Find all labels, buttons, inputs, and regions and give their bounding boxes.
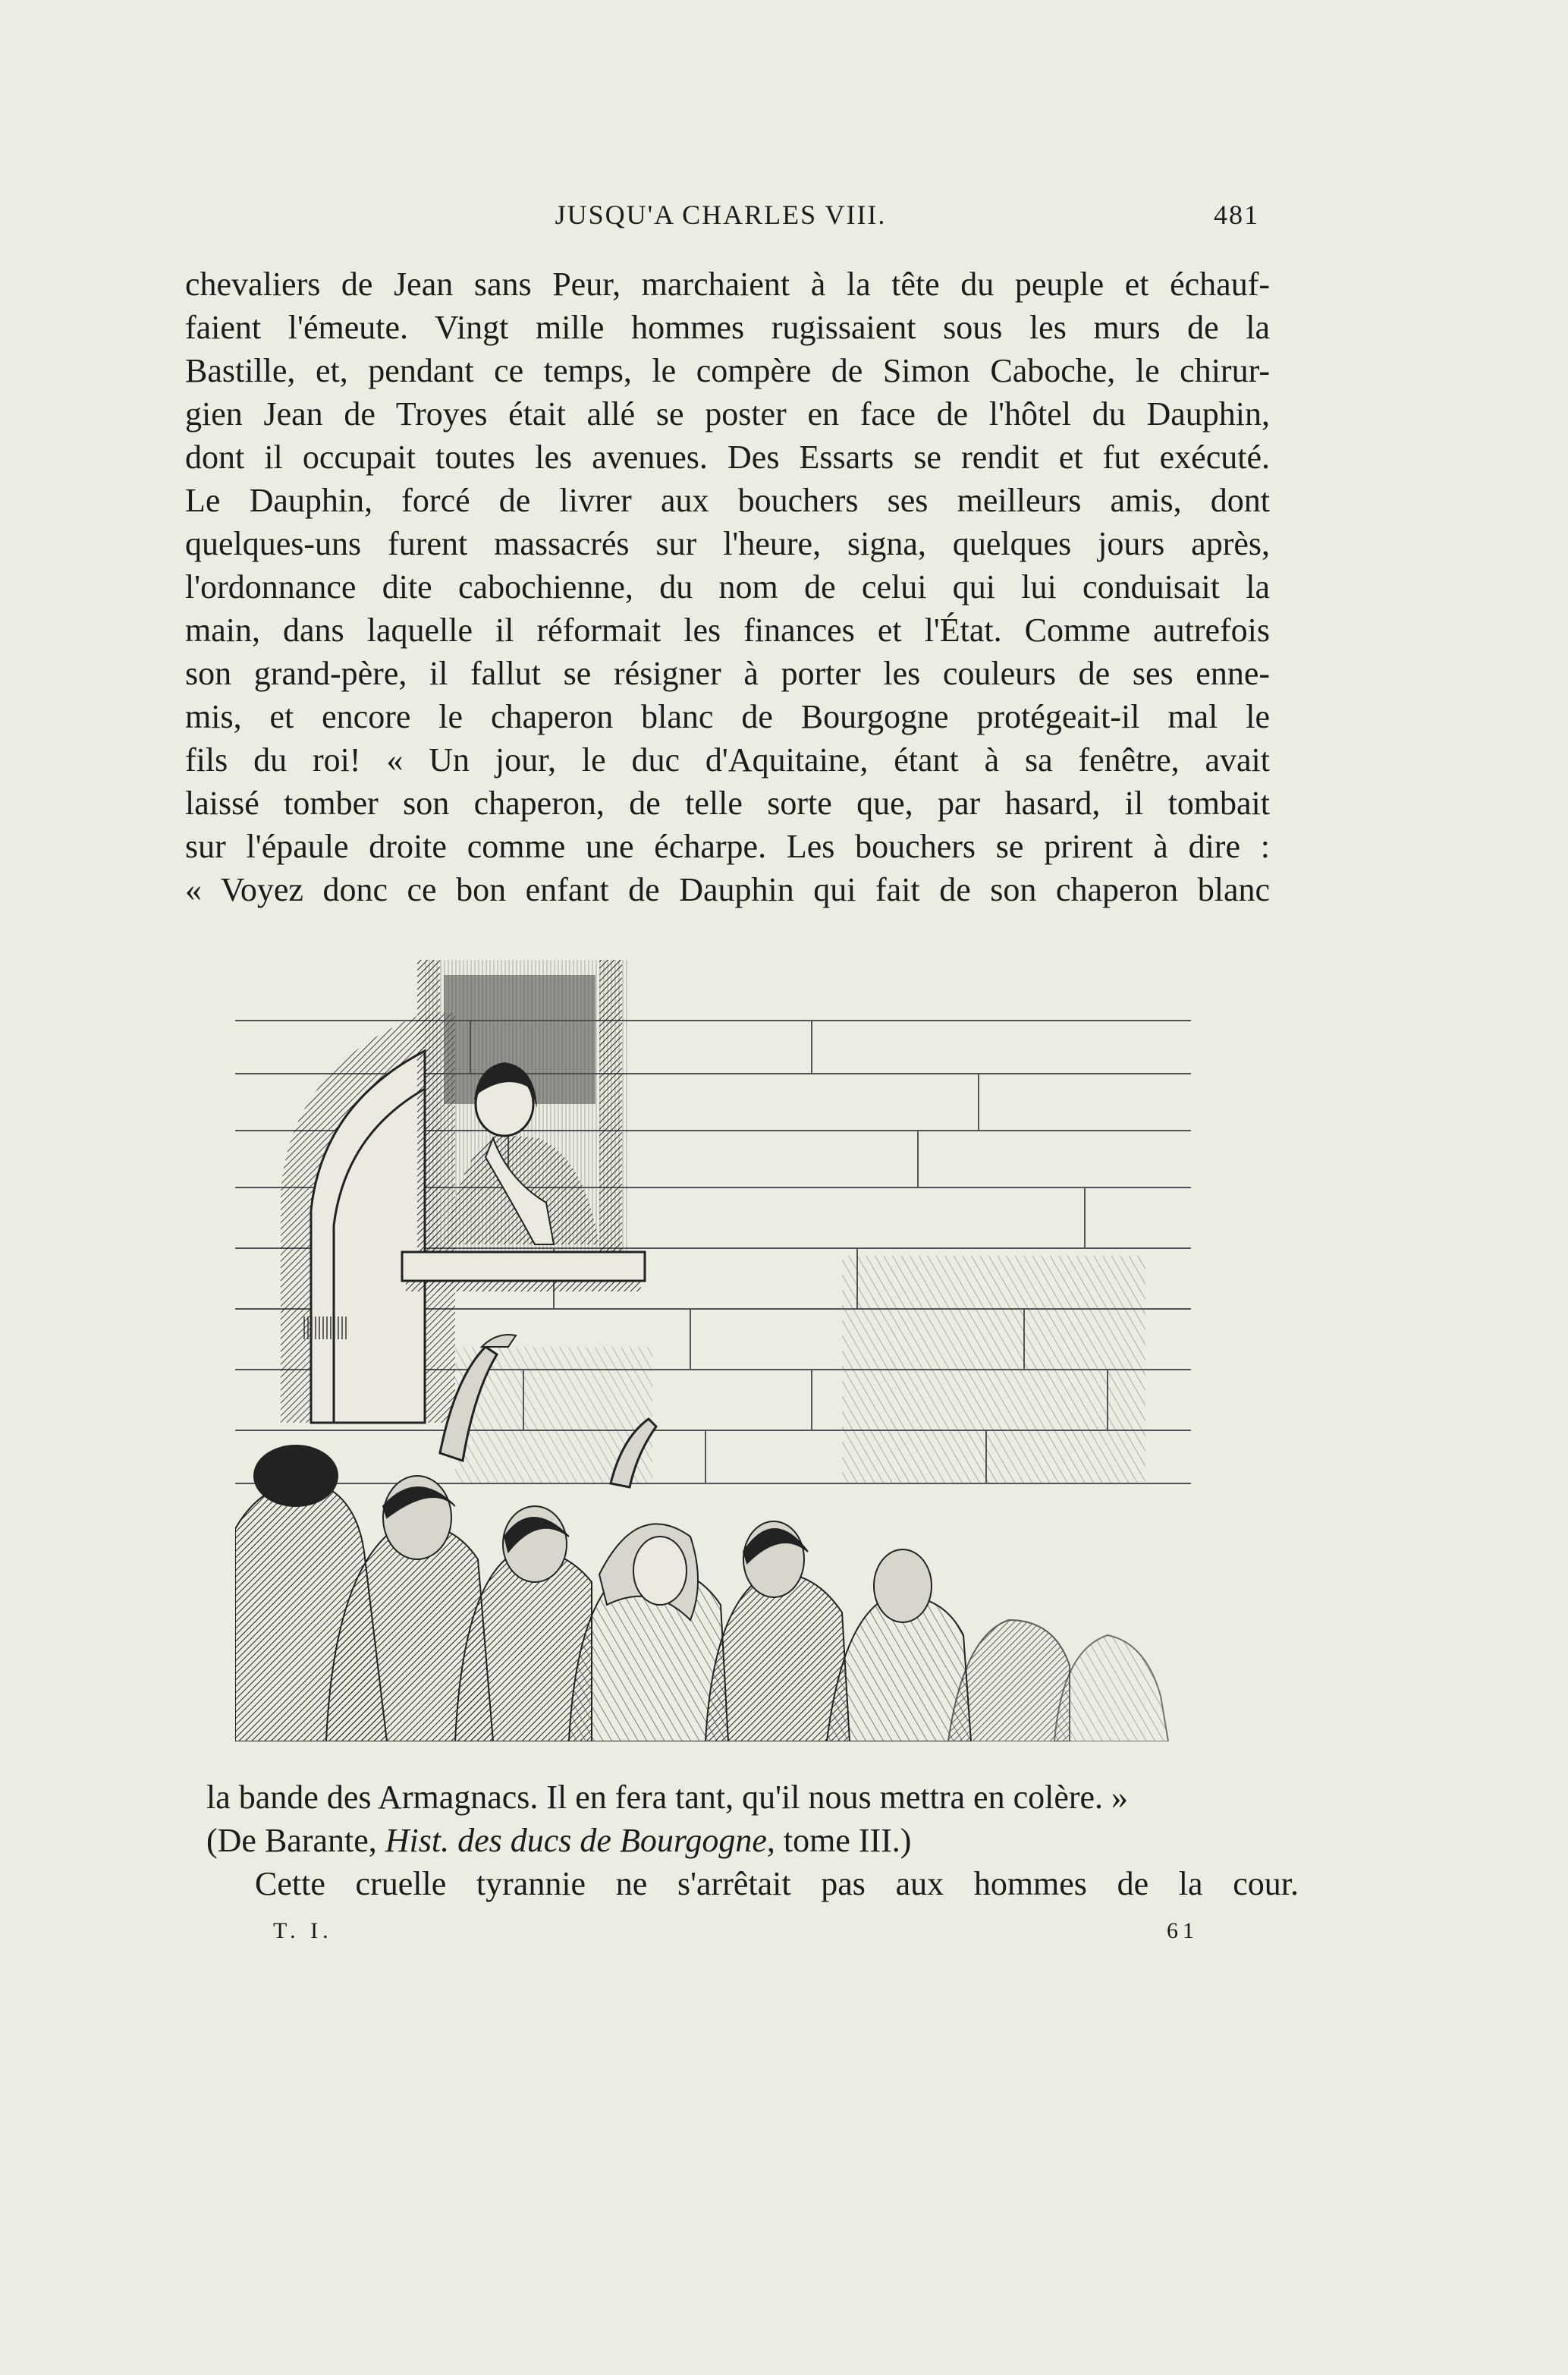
text-line: faient l'émeute. Vingt mille hommes rugissaient sous les murs de la [185, 309, 1270, 346]
text-line: mis, et encore le chaperon blanc de Bourgogne protégeait-il mal le [185, 698, 1270, 735]
signature-left: T. I. [273, 1918, 333, 1943]
text-line: dont il occupait toutes les avenues. Des Essarts se rendit et fut exécuté. [185, 439, 1270, 476]
text-line: Bastille, et, pendant ce temps, le compère de Simon Caboche, le chirur- [185, 352, 1270, 389]
page-number: 481 [1214, 200, 1259, 230]
text-line: la bande des Armagnacs. Il en fera tant, qu'il nous mettra en colère. » [206, 1779, 1129, 1816]
text-line: chevaliers de Jean sans Peur, marchaient à la tête du peuple et échauf- [185, 266, 1270, 303]
text-line: laissé tomber son chaperon, de telle sorte que, par hasard, il tombait [185, 785, 1270, 822]
text-line: son grand-père, il fallut se résigner à porter les couleurs de ses enne- [185, 655, 1270, 692]
citation-line [206, 1819, 1299, 1862]
citation-close: , tome III.) [766, 1822, 912, 1859]
text-line: Le Dauphin, forcé de livrer aux bouchers ses meilleurs amis, dont [185, 482, 1270, 519]
signature-right: 61 [1167, 1918, 1199, 1943]
body-text [185, 263, 1270, 911]
running-head [182, 199, 1259, 235]
text-line: fils du roi! « Un jour, le duc d'Aquitaine, étant à sa fenêtre, avait [185, 741, 1270, 779]
running-title: JUSQU'A CHARLES VIII. [555, 200, 887, 230]
text-line: Cette cruelle tyrannie ne s'arrêtait pas aux hommes de la cour. [255, 1865, 1299, 1902]
text-line: gien Jean de Troyes était allé se poster en face de l'hôtel du Dauphin, [185, 395, 1270, 433]
citation-open: (De Barante, [206, 1822, 385, 1859]
text-line: sur l'épaule droite comme une écharpe. Les bouchers se prirent à dire : [185, 828, 1270, 865]
text-line: « Voyez donc ce bon enfant de Dauphin qui fait de son chaperon blanc [185, 871, 1270, 908]
engraving-illustration [235, 952, 1191, 1741]
text-after-illustration [206, 1776, 1299, 1905]
text-line: l'ordonnance dite cabochienne, du nom de celui qui lui conduisait la [185, 568, 1270, 606]
citation-title: Hist. des ducs de Bourgogne [385, 1822, 767, 1859]
text-line: main, dans laquelle il réformait les finances et l'État. Comme autrefois [185, 612, 1270, 649]
footer-signature [273, 1918, 1199, 1949]
text-line: quelques-uns furent massacrés sur l'heure, signa, quelques jours après, [185, 525, 1270, 562]
